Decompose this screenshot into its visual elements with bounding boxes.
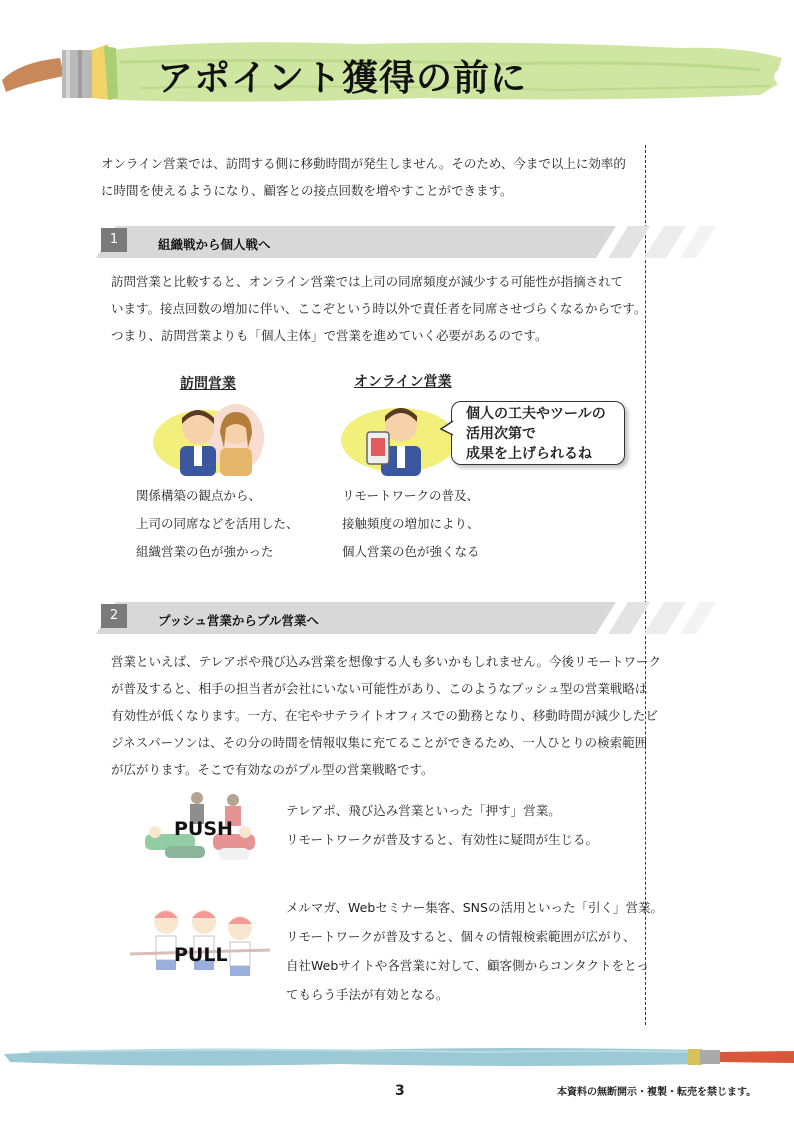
- section-2-title: プッシュ営業からプル営業へ: [158, 613, 319, 628]
- push-description: [286, 796, 598, 854]
- page-number: 3: [395, 1083, 405, 1099]
- paragraph-line: 営業といえば、テレアポや飛び込み営業を想像する人も多いかもしれません。今後リモートワーク: [111, 654, 662, 669]
- section-1-paragraph: [111, 268, 647, 349]
- paragraph-line: 訪問営業と比較すると、オンライン営業では上司の同席頻度が減少する可能性が指摘されて: [111, 274, 624, 289]
- description-line: テレアポ、飛び込み営業といった「押す」営業。: [286, 803, 561, 818]
- push-label: PUSH: [174, 818, 233, 840]
- pull-illustration: [130, 898, 270, 988]
- description-line: 組織営業の色が強かった: [136, 544, 274, 559]
- online-sales-illustration: [337, 396, 457, 478]
- paragraph-line: が普及すると、相手の担当者が会社にいない可能性があり、このようなプッシュ型の営業戦略は: [111, 681, 648, 696]
- intro-line: オンライン営業では、訪問する側に移動時間が発生しません。そのため、今まで以上に効率的: [101, 156, 626, 171]
- online-sales-description: [342, 482, 480, 566]
- description-line: 個人営業の色が強くなる: [342, 544, 480, 559]
- paragraph-line: ジネスパーソンは、その分の時間を情報収集に充てることができるため、一人ひとりの検索範囲: [111, 735, 648, 750]
- bubble-line: 個人の工夫やツールの: [466, 406, 606, 422]
- page-title: アポイント獲得の前に: [157, 58, 528, 99]
- section-2-paragraph: [111, 648, 662, 783]
- description-line: 関係構築の観点から、: [136, 488, 262, 503]
- description-line: リモートワークが普及すると、個々の情報検索範囲が広がり、: [286, 929, 636, 944]
- visit-sales-heading: 訪問営業: [180, 376, 236, 392]
- bubble-line: 活用次第で: [466, 426, 536, 442]
- paragraph-line: います。接点回数の増加に伴い、ここぞという時以外で責任者を同席させづらくなるからです。: [111, 301, 647, 316]
- description-line: リモートワークの普及、: [342, 488, 480, 503]
- visit-sales-illustration: [150, 398, 270, 478]
- bubble-tail: [440, 420, 454, 436]
- paintbrush-icon: [2, 44, 118, 100]
- pull-label: PULL: [174, 944, 228, 966]
- intro-paragraph: [101, 150, 631, 204]
- visit-sales-description: [136, 482, 299, 566]
- description-line: 自社Webサイトや各営業に対して、顧客側からコンタクトをとっ: [286, 958, 649, 973]
- online-sales-heading: オンライン営業: [354, 374, 452, 390]
- description-line: メルマガ、Webセミナー集客、SNSの活用といった「引く」営業。: [286, 900, 663, 915]
- copyright-note: 本資料の無断開示・複製・転売を禁じます。: [557, 1087, 757, 1098]
- speech-bubble: [451, 401, 625, 465]
- description-line: てもらう手法が有効となる。: [286, 987, 449, 1002]
- paragraph-line: が広がります。そこで有効なのがプル型の営業戦略です。: [111, 762, 434, 777]
- bubble-line: 成果を上げられるね: [466, 446, 592, 462]
- paragraph-line: 有効性が低くなります。一方、在宅やサテライトオフィスでの勤務となり、移動時間が減少したビ: [111, 708, 658, 723]
- description-line: 接触頻度の増加により、: [342, 516, 480, 531]
- description-line: リモートワークが普及すると、有効性に疑問が生じる。: [286, 832, 599, 847]
- description-line: 上司の同席などを活用した、: [136, 516, 299, 531]
- section-1-title: 組織戦から個人戦へ: [158, 237, 271, 252]
- section-1-number: 1: [101, 228, 127, 252]
- pull-description: [286, 893, 663, 1009]
- footer-brush-stroke: [0, 1040, 794, 1070]
- intro-line: に時間を使えるようになり、顧客との接点回数を増やすことができます。: [101, 183, 513, 198]
- section-2-number: 2: [101, 604, 127, 628]
- paintbrush-icon: [688, 1049, 794, 1065]
- paragraph-line: つまり、訪問営業よりも「個人主体」で営業を進めていく必要があるのです。: [111, 328, 548, 343]
